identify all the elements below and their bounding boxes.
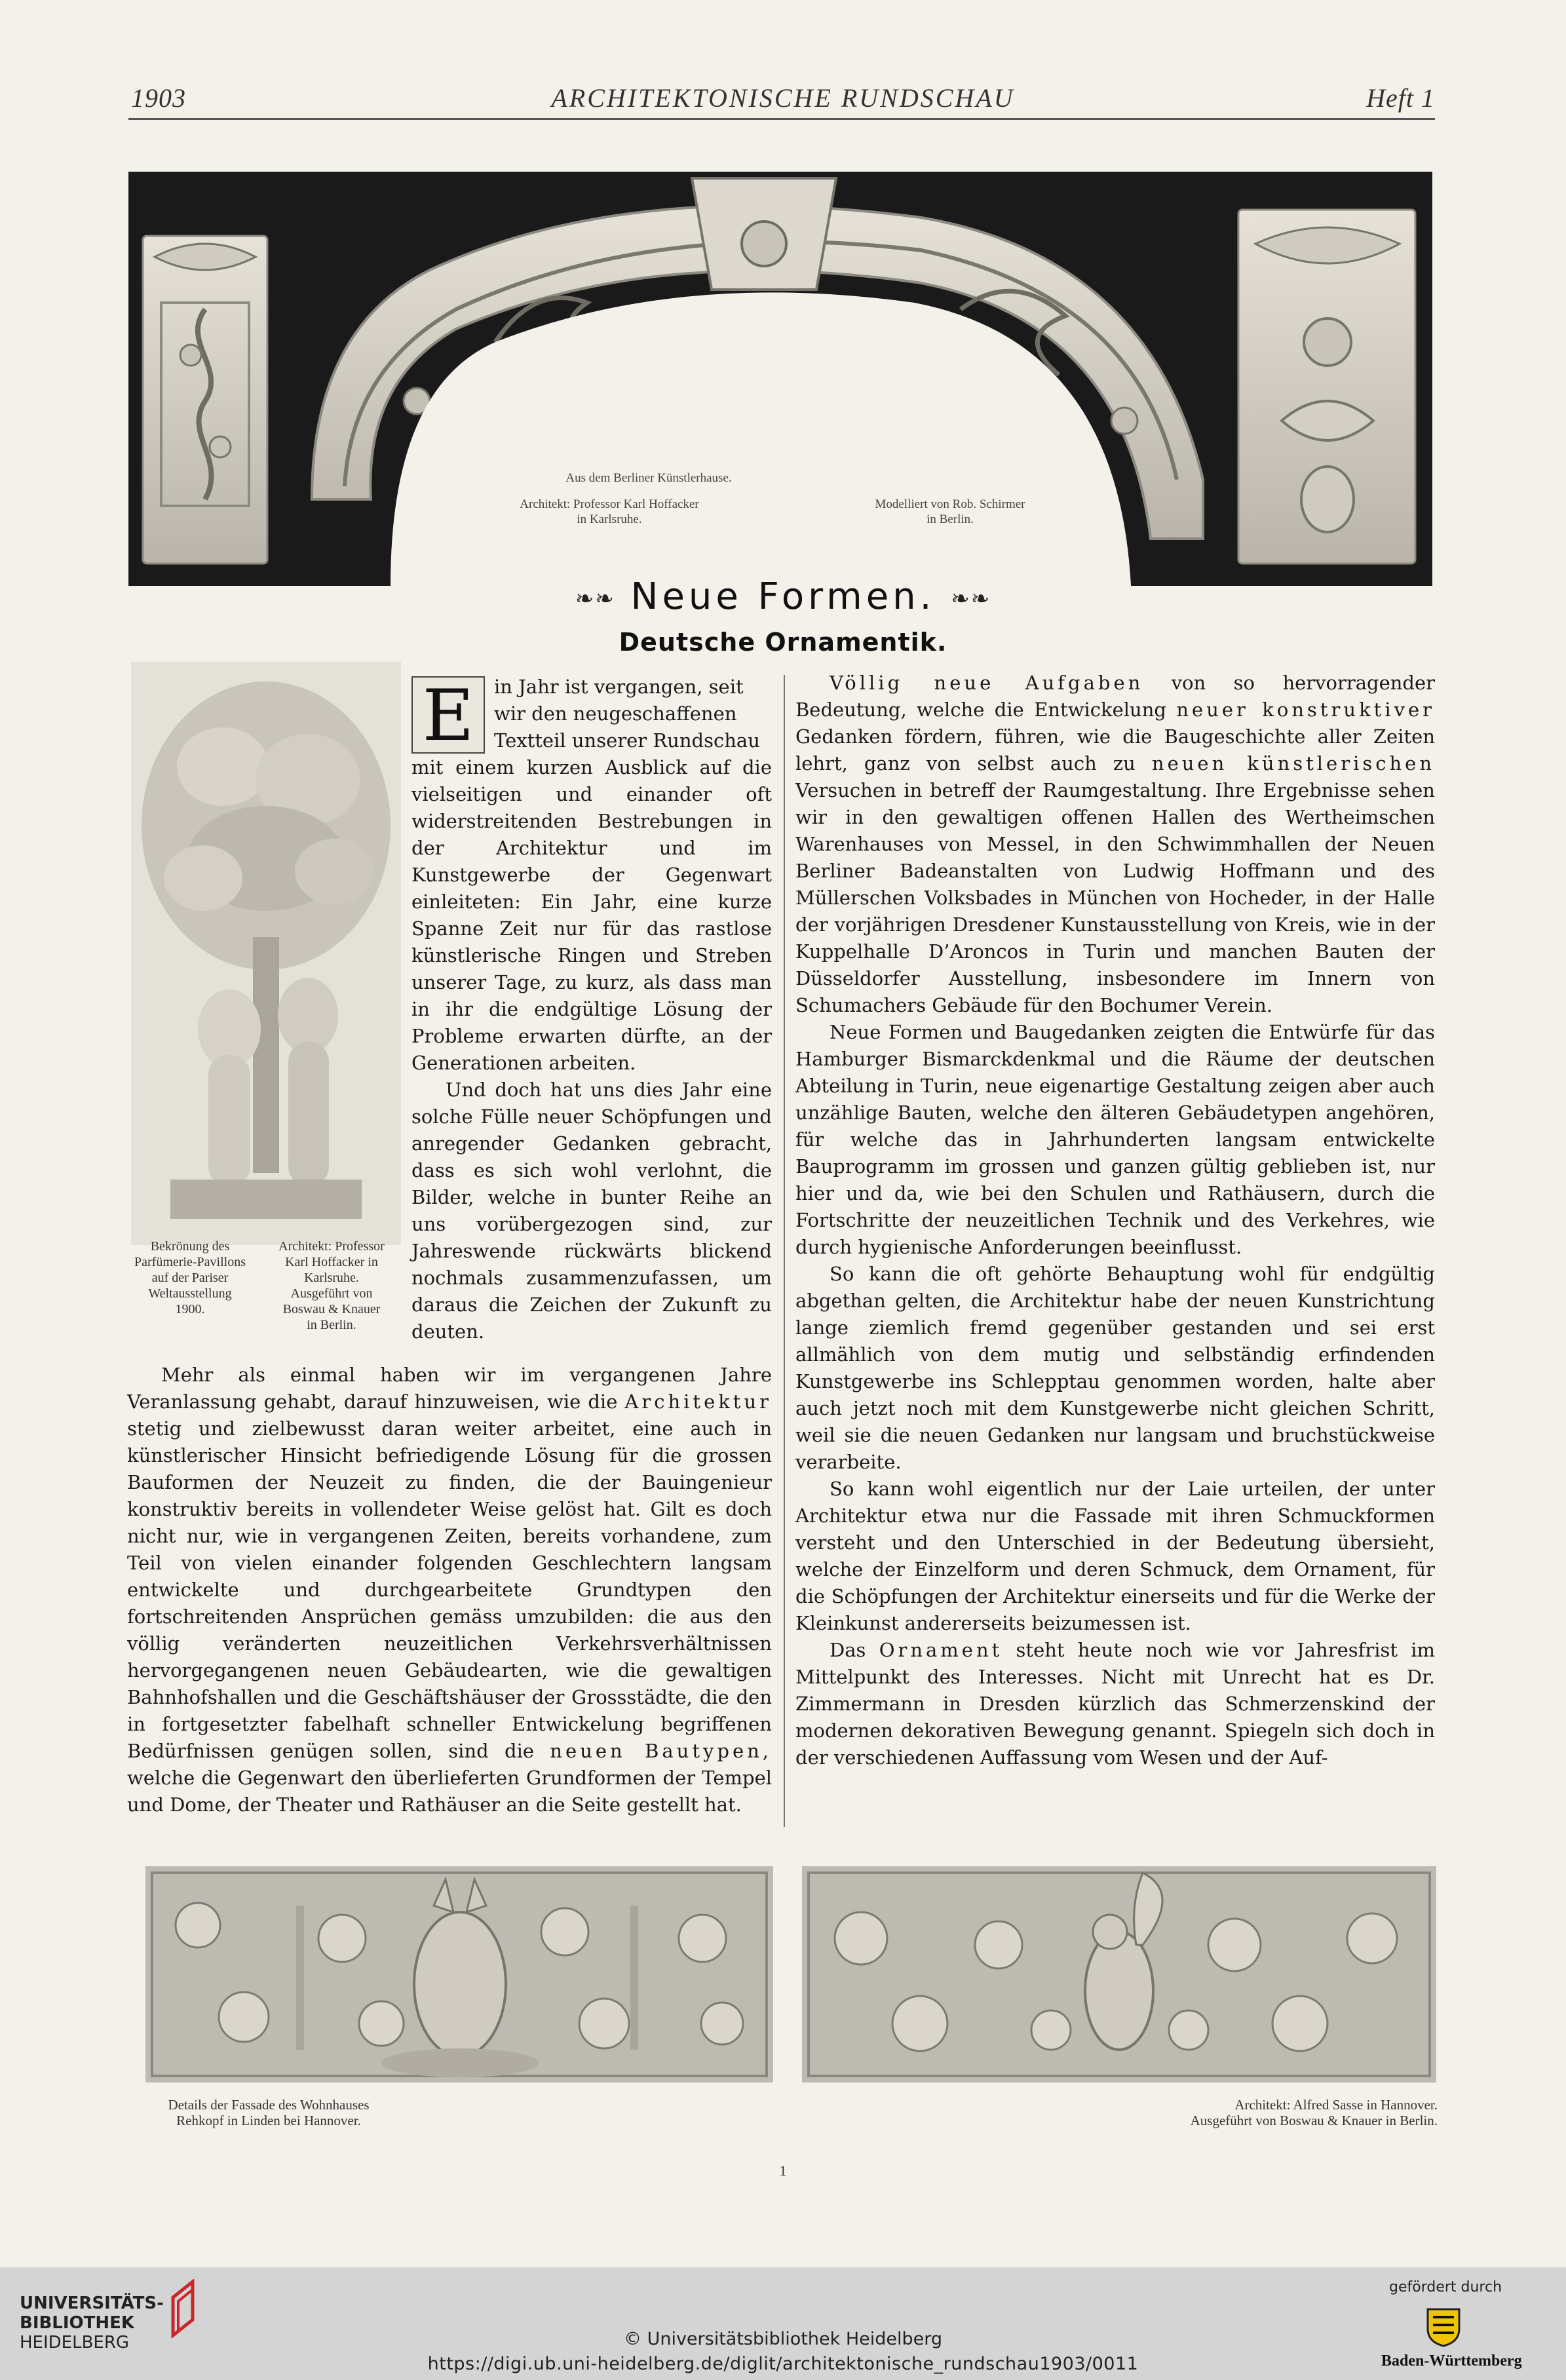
paragraph: Und doch hat uns dies Jahr eine solche Fülle neuer Schöpfungen und anregender Gedanken gebracht, dass es sich wohl verlohnt, die Bilder, welche in bunter Reihe an uns vorübergezogen sind, zur Jahreswende rückwärts blickend nochmals zusammenzufassen, um daraus die Zeichen der Zukunft zu deuten. xyxy=(411,1079,772,1343)
article-title xyxy=(0,575,1566,618)
text-run: Das xyxy=(830,1639,866,1661)
drop-cap-letter: E xyxy=(422,675,474,757)
frieze-caption-left xyxy=(131,2097,406,2128)
arch-relief-illustration xyxy=(128,172,1432,586)
permalink[interactable]: https://digi.ub.uni-heidelberg.de/diglit/architektonische_rundschau1903/0011 xyxy=(427,2354,1139,2374)
text-line: in Jahr ist vergangen, seit xyxy=(494,676,744,698)
text-run: mit einem kurzen Ausblick auf die vielseitigen und einander oft widerstreitenden Bestrebungen in der Architektur und im Kunstgewerbe der Gegenwart einleiteten: Ein Jahr, eine kurze Spanne Zeit nur für das rastlose künstlerische Ringen und Streben unserer Tage, zu kurz, als dass man in ihr die endgültige Lösung der Probleme erwarten dürfte, an der Generationen arbeiten. xyxy=(411,756,772,1074)
sculpture-photo-tree-putti xyxy=(131,662,401,1245)
sculpture-caption-line: auf der Pariser xyxy=(151,1271,229,1285)
paragraph: So kann die oft gehörte Behauptung wohl für endgültig abgethan gelten, die Architektur habe der neuen Kunstrichtung lange ziemlich fremd gegenüber gestanden und sei erst allmählich von dem mutig und selbständig erfindenden Kunstgewerbe ins Schlepptau genommen worden, halte aber auch jetzt noch mit dem Kunstgewerbe nicht gleichen Schritt, weil sie die neuen Gedanken nur langsam und bruchstückweise verarbeite. xyxy=(795,1263,1435,1473)
emphasis-spaced: neuer konstruktiver xyxy=(1176,699,1436,721)
sculpture-caption-line: Parfümerie-Pavillons xyxy=(134,1255,246,1269)
text-run: Gedanken fördern, führen, wie die Baugeschichte aller Zeiten lehrt, ganz von selbst auch zu xyxy=(795,725,1435,775)
paragraph xyxy=(411,674,772,1077)
body-column-left-upper xyxy=(411,674,772,1345)
sculpture-caption-line: Weltausstellung xyxy=(148,1286,232,1301)
sculpture-credit-line: Boswau & Knauer xyxy=(282,1302,381,1316)
frieze-squirrel-illustration xyxy=(802,1866,1436,2082)
body-column-right xyxy=(795,670,1435,1771)
article-title-text: Neue Formen. xyxy=(630,575,936,618)
text-line: Textteil unserer Rundschau xyxy=(494,729,760,752)
running-head-title: ARCHITEKTONISCHE RUNDSCHAU xyxy=(551,83,1015,113)
paragraph xyxy=(127,1362,772,1818)
hero-caption: Aus dem Berliner Künstlerhause. xyxy=(565,471,732,485)
sculpture-caption-line: 1900. xyxy=(175,1302,205,1316)
frieze-caption-right xyxy=(1048,2097,1438,2128)
hero-caption-architect xyxy=(478,497,740,527)
emphasis-spaced: Ornament xyxy=(879,1639,1003,1661)
sculpture-credit-line: Architekt: Professor xyxy=(278,1239,385,1254)
text-run: Versuchen in betreff der Raumgestaltung. Ihre Ergebnisse sehen wir in den gewaltigen offenen Hallen des Wertheimschen Warenhauses von Messel, in den Schwimmhallen der Neuen Berliner Badeanstalten von Ludwig Hoffmann und des Müllerschen Volksbades in München von Hocheder, in der Halle der vorjährigen Dresdener Kunstausstellung von Kreis, wie in der Kuppelhalle D’Aroncos in Turin und manchen Bauten der Düsseldorfer Ausstellung, insbesondere im Innern von Schumachers Gebäude für den Bochumer Verein. xyxy=(795,779,1435,1016)
sculpture-caption-line: Bekrönung des xyxy=(150,1239,230,1254)
sculpture-credit-line: Karl Hoffacker in xyxy=(285,1255,378,1269)
running-head-issue: Heft 1 xyxy=(1366,83,1435,113)
title-ornament-right: ❧❧ xyxy=(951,585,991,612)
frieze-caption-line: Ausgeführt von Boswau & Knauer in Berlin. xyxy=(1190,2113,1438,2128)
frieze-caption-line: Architekt: Alfred Sasse in Hannover. xyxy=(1234,2097,1438,2113)
body-column-left-lower xyxy=(127,1362,772,1818)
sculpture-caption-credits xyxy=(258,1238,405,1333)
copyright-notice: © Universitätsbibliothek Heidelberg xyxy=(623,2329,942,2349)
text-run: stetig und zielbewusst daran weiter arbeitet, eine auch in künstlerischer Hinsicht befriedigende Lösung für die grossen Bauformen der Neuzeit zu finden, die der Bauingenieur konstruktiv bereits in vollendeter Weise gelöst hat. Gilt es doch nicht nur, wie in vergangenen Zeiten, bereits vorhandene, zum Teil von vielen einander folgenden Geschlechtern langsam entwickelte und durchgearbeitete Grundtypen den fortschreitenden Ansprüchen gemäss umzubilden: die aus den völlig veränderten neuzeitlichen Verkehrsverhältnissen hervorgegangenen neuen Gebäudearten, wie die gewaltigen Bahnhofshallen und die Geschäftshäuser der Grossstädte, die den in fortgesetzter fabelhaft schneller Entwickelung begriffenen Bedürfnissen genügen sollen, sind die xyxy=(127,1417,772,1762)
sculpture-illustration xyxy=(131,662,401,1245)
title-ornament-left: ❧❧ xyxy=(575,585,615,612)
frieze-caption-line: Rehkopf in Linden bei Hannover. xyxy=(176,2113,361,2128)
paragraph xyxy=(795,670,1435,1019)
text-run: steht heute noch wie vor Jahresfrist im Mittelpunkt des Interesses. Nicht mit Unrecht hat es Dr. Zimmermann in Dresden kürzlich das Schmerzenskind der modernen dekorativen Bewegung genannt. Spiegeln sich doch in der verschiedenen Auffassung vom Wesen und der Auf- xyxy=(795,1639,1436,1769)
emphasis-spaced: Völlig neue Aufgaben xyxy=(830,672,1144,694)
emphasis-spaced: neuen Bautypen, xyxy=(550,1740,773,1762)
column-divider xyxy=(784,675,785,1827)
paragraph: Neue Formen und Baugedanken zeigten die Entwürfe für das Hamburger Bismarckdenkmal und die Räume der deutschen Abteilung in Turin, neue eigenartige Gestaltung zeigen aber auch unzählige Bauten, welche den älteren Gebäudetypen angehören, für welche das in Jahrhunderten langsam entwickelte Bauprogramm im grossen und ganzen gültig geblieben ist, nur hier und da, wie bei den Schulen und Rathäusern, durch die Fortschritte der neuzeitlichen Technik und des Verkehres, wie durch hygienische Anforderungen beeinflusst. xyxy=(795,1021,1435,1258)
sculpture-caption-subject xyxy=(128,1238,252,1317)
sculpture-credit-line: in Berlin. xyxy=(307,1318,356,1332)
frieze-photo-fox xyxy=(145,1866,773,2082)
hero-caption-modeller-line: in Berlin. xyxy=(926,512,974,526)
hero-caption-modeller xyxy=(819,497,1081,527)
frieze-caption-line: Details der Fassade des Wohnhauses xyxy=(168,2097,370,2113)
library-name-line: BIBLIOTHEK xyxy=(20,2313,135,2333)
text-run: welche die Gegenwart den überlieferten Grundformen der Tempel und Dome, der Theater und Rathäuser an die Seite gestellt hat. xyxy=(127,1767,772,1816)
page-number: 1 xyxy=(779,2162,787,2179)
sculpture-credit-line: Ausgeführt von xyxy=(290,1286,373,1301)
hero-caption-architect-line: Architekt: Professor Karl Hoffacker xyxy=(520,497,699,511)
funded-by-label: gefördert durch xyxy=(1389,2279,1502,2295)
frieze-fox-illustration xyxy=(145,1866,773,2082)
text-line: wir den neugeschaffenen xyxy=(494,702,737,725)
text-run: Mehr als einmal haben wir im vergangenen Jahre Veranlassung gehabt, darauf hinzuweisen, wie die xyxy=(127,1364,772,1413)
bw-crest-icon xyxy=(1425,2307,1462,2347)
text-run: von so hervorragender Bedeutung, welche die Entwickelung xyxy=(795,672,1435,721)
frieze-photo-squirrel xyxy=(802,1866,1436,2082)
running-head-year: 1903 xyxy=(131,83,186,113)
header-rule xyxy=(128,118,1435,120)
paragraph xyxy=(795,1637,1435,1771)
sculpture-credit-line: Karlsruhe. xyxy=(304,1271,359,1285)
emphasis-spaced: neuen künstlerischen xyxy=(1151,752,1435,775)
library-name-line: HEIDELBERG xyxy=(20,2333,130,2352)
article-subtitle: Deutsche Ornamentik. xyxy=(619,628,947,657)
funder-name: Baden-Württemberg xyxy=(1381,2352,1522,2370)
library-name-line: UNIVERSITÄTS- xyxy=(20,2294,164,2313)
paragraph: So kann wohl eigentlich nur der Laie urteilen, der unter Architektur etwa nur die Fassade mit ihren Schmuckformen versteht und den Unterschied in der Bedeutung übersieht, welche der Einzelform und deren Schmuck, dem Ornament, für die Schöpfungen der Architektur einerseits und für die Werke der Kleinkunst andererseits beizumessen ist. xyxy=(795,1478,1435,1634)
hero-caption-architect-line: in Karlsruhe. xyxy=(577,512,642,526)
emphasis-spaced: Architektur xyxy=(624,1391,773,1413)
hero-caption-modeller-line: Modelliert von Rob. Schirmer xyxy=(875,497,1025,511)
hero-photo-arch-relief xyxy=(128,172,1432,586)
